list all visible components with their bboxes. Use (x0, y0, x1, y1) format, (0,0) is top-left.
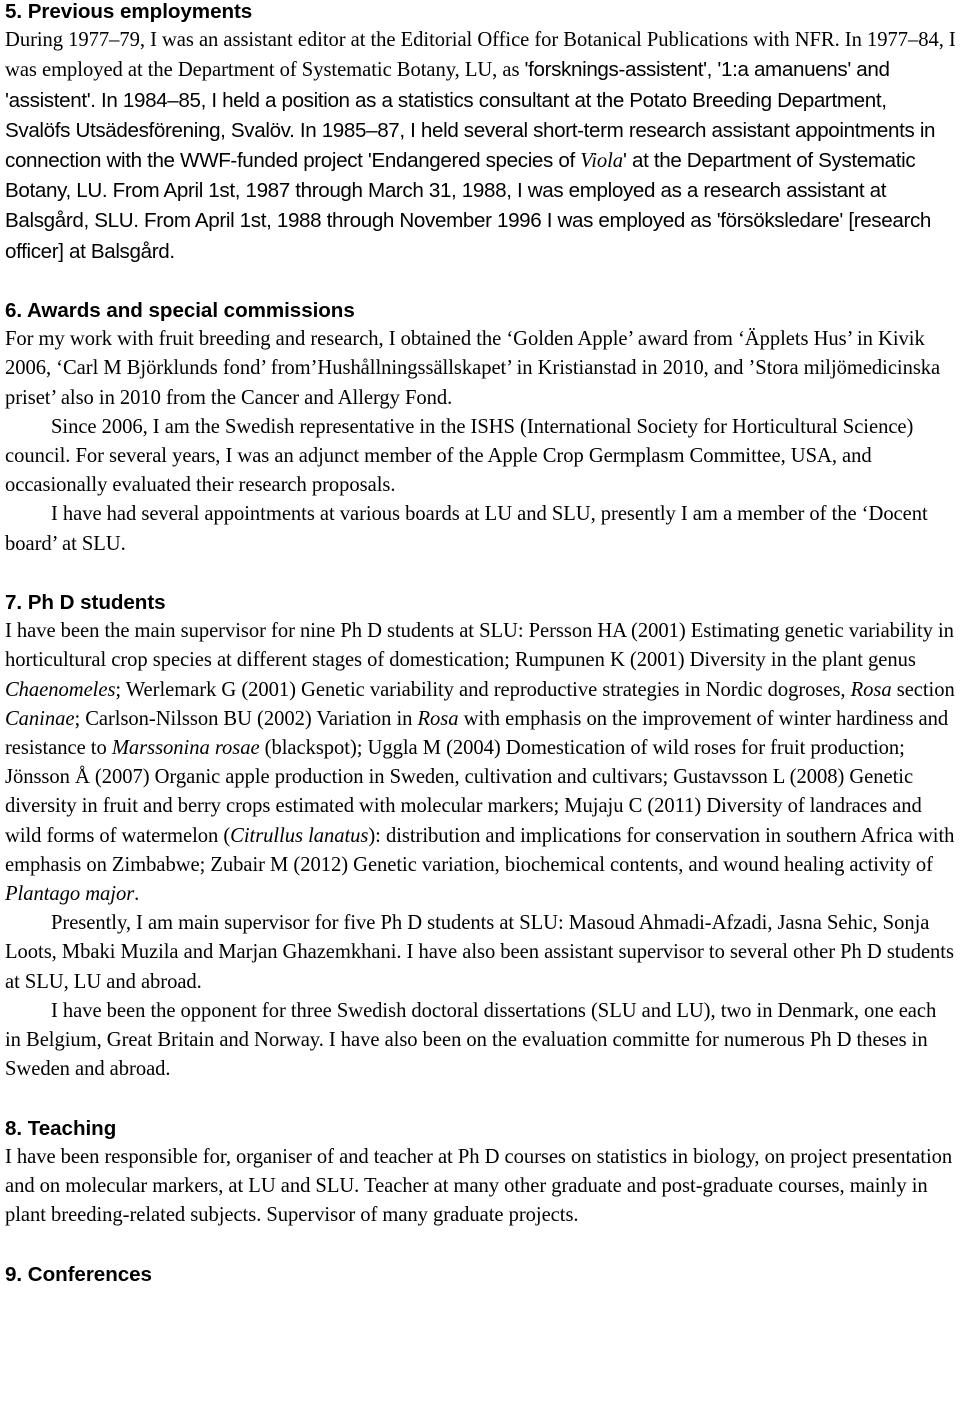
section-gap (5, 1084, 957, 1113)
text-run: ; Werlemark G (2001) Genetic variability and reproductive strategies in Nordic dogroses, (115, 678, 851, 701)
section-heading-conferences: 9. Conferences (5, 1262, 152, 1286)
text-run: with emphasis on the improvement of winter hardiness and resistance to (5, 707, 949, 760)
italic-taxon: Viola (580, 150, 624, 173)
text-run: . (134, 883, 140, 906)
awards-paragraph-2: Since 2006, I am the Swedish representative in the ISHS (International Society for Horticultural Science) council. For several years, I was an adjunct member of the Apple Crop Germplasm Committee, USA, and occasionally evaluated their research proposals. (5, 415, 914, 497)
document-page (5, 0, 957, 1289)
italic-taxon: Caninae (5, 707, 75, 730)
text-run: ): distribution and implications for conservation in southern Africa with emphasis on Zimbabwe; Zubair M (2012) Genetic variation, biochemical contents, and wound healing activity of (5, 824, 955, 876)
italic-taxon: Rosa (850, 678, 892, 701)
text-run: section (891, 678, 955, 701)
text-run: During 1977–79, I was an assistant editor at the Editorial Office for Botanical Publications with NFR. In 1977–84, I was employed at the Department of Systematic Botany, LU, as (5, 29, 956, 82)
section-gap (5, 267, 957, 296)
section-heading-phd-students: 7. Ph D students (5, 591, 166, 615)
italic-taxon: Rosa (417, 707, 459, 730)
phd-students-paragraph-1 (5, 617, 957, 909)
section-heading-teaching: 8. Teaching (5, 1116, 117, 1140)
text-run: ' at the Department of Systematic Botany, LU. From April 1st, 1987 through March 31, 1988, I was employed as a research assistant at Balsgård, SLU. From April 1st, 1988 through November 1996 I was employed as 'försöksledare' [research officer] at Balsgård. (5, 149, 932, 263)
section-gap (5, 559, 957, 588)
italic-taxon: Citrullus lanatus (230, 824, 369, 847)
section-gap (5, 1230, 957, 1259)
italic-taxon: Marssonina rosae (111, 737, 260, 760)
text-run: 'forsknings-assistent', '1:a amanuens' and 'assistent'. In 1984–85, I held a position as a statistics consultant at the Potato Breeding Department, Svalöfs Utsädesförening, Svalöv. In 1985–87, I held several short-term research assistant appointments in connection with the WWF-funded project 'Endangered species of (5, 58, 936, 173)
section-heading-previous-employments: 5. Previous employments (5, 0, 253, 23)
italic-taxon: Plantago major (5, 883, 135, 906)
teaching-paragraph: I have been responsible for, organiser of and teacher at Ph D courses on statistics in biology, on project presentation and on molecular markers, at LU and SLU. Teacher at many other graduate and post-graduate courses, mainly in plant breeding-related subjects. Supervisor of many graduate projects. (5, 1145, 953, 1227)
text-run: I have been the main supervisor for nine Ph D students at SLU: Persson HA (2001) Estimating genetic variability in horticultural crop species at different stages of domestication; Rumpunen K (2001) Diversity in the plant genus (5, 620, 954, 672)
italic-taxon: Chaenomeles (5, 678, 116, 701)
text-run: (blackspot); Uggla M (2004) Domestication of wild roses for fruit production; Jönsson Å (2007) Organic apple production in Sweden, cultivation and cultivars; Gustavsson L (2008) Genetic diversity in fruit and berry crops estimated with molecular markers; Mujaju C (2011) Diversity of landraces and wild forms of watermelon ( (5, 737, 922, 847)
awards-paragraph-3: I have had several appointments at various boards at LU and SLU, presently I am a member of the ‘Docent board’ at SLU. (5, 503, 928, 555)
phd-students-paragraph-2: Presently, I am main supervisor for five Ph D students at SLU: Masoud Ahmadi-Afzadi, Jasna Sehic, Sonja Loots, Mbaki Muzila and Marjan Ghazemkhani. I have also been assistant supervisor to several other Ph D students at SLU, LU and abroad. (5, 912, 954, 993)
section-heading-awards: 6. Awards and special commissions (5, 299, 355, 323)
awards-paragraph-1: For my work with fruit breeding and research, I obtained the ‘Golden Apple’ award from ‘Äpplets Hus’ in Kivik 2006, ‘Carl M Björklunds fond’ from’Hushållningssällskapet’ in Kristianstad in 2010, and ’Stora miljömedicinska priset’ also in 2010 from the Cancer and Allergy Fond. (5, 328, 941, 409)
phd-students-paragraph-3: I have been the opponent for three Swedish doctoral dissertations (SLU and LU), two in Denmark, one each in Belgium, Great Britain and Norway. I have also been on the evaluation committe for numerous Ph D theses in Sweden and abroad. (5, 999, 937, 1081)
text-run: ; Carlson-Nilsson BU (2002) Variation in (74, 707, 418, 730)
previous-employments-paragraph (5, 26, 957, 267)
